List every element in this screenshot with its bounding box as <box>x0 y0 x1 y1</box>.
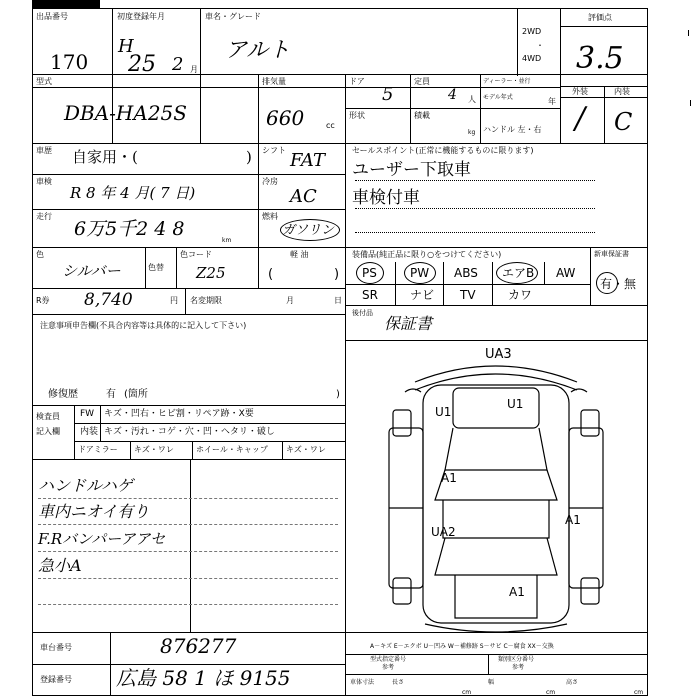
inspector-row3-wheel-val: キズ・ワレ <box>286 445 326 454</box>
capacity-label: 定員 <box>414 77 430 86</box>
edge-mark <box>690 100 691 106</box>
equip-navi[interactable]: ナビ <box>410 288 435 302</box>
load-unit: kg <box>468 129 476 136</box>
frame-label: 車台番号 <box>40 643 72 652</box>
sales-points-label: セールスポイント(正常に機能するものに限ります) <box>352 146 534 155</box>
displacement: 660 <box>266 106 305 130</box>
year-unit: 年 <box>548 97 556 106</box>
usage-close: ) <box>246 148 252 166</box>
interior-grade: C <box>614 108 633 136</box>
height-unit: cm <box>634 689 644 696</box>
mark-a1-left: A1 <box>441 471 457 485</box>
mark-u1-left: U1 <box>435 405 452 419</box>
height-label: 高さ <box>566 679 579 686</box>
equip-aw[interactable]: AW <box>556 266 576 280</box>
car-name-label: 車名・グレード <box>205 12 261 21</box>
light-oil: 軽 油 <box>290 250 309 259</box>
inspector-label-bottom: 記入欄 <box>36 427 60 436</box>
exterior-grade: / <box>575 101 586 136</box>
std-ref-label: 参考 <box>382 664 395 671</box>
length-label: 長さ <box>392 679 405 686</box>
usage-label: 車歴 <box>36 146 52 155</box>
fuel: ガソリン <box>282 223 335 238</box>
first-reg-label: 初度登録年月 <box>117 12 165 21</box>
inspector-row3-mirror: ドアミラー <box>78 445 118 454</box>
model-year-label: モデル年式 <box>483 94 513 101</box>
door-label: ドア <box>349 77 365 86</box>
equip-pw[interactable]: PW <box>410 266 430 280</box>
era: H <box>118 36 134 57</box>
color: シルバー <box>62 262 121 280</box>
sales-point-2: 車検付車 <box>352 188 420 208</box>
inspection-label: 車検 <box>36 177 52 186</box>
width-label: 幅 <box>488 679 495 686</box>
header-black-bar <box>32 0 100 8</box>
mark-a1-right: A1 <box>565 513 581 527</box>
equip-abs[interactable]: ABS <box>454 266 478 280</box>
notes-label: 注意事項申告欄(不具合内容等は具体的に記入して下さい) <box>40 321 247 330</box>
month-label: 月 <box>286 296 294 305</box>
exterior-label: 外装 <box>572 87 588 96</box>
displacement-label: 排気量 <box>262 77 286 86</box>
mileage-unit: km <box>222 237 232 244</box>
mark-a1-rear: A1 <box>509 585 525 599</box>
width-unit: cm <box>546 689 556 696</box>
reg-number: 広島 58 1 ほ 9155 <box>116 666 291 690</box>
interior-label: 内装 <box>614 87 630 96</box>
capacity-unit: 人 <box>468 95 476 104</box>
grade: 3.5 <box>576 41 624 76</box>
dealer-label: ディーラー・並行 <box>483 78 531 85</box>
equip-airbag[interactable]: エアB <box>502 266 535 280</box>
model: DBA-HA25S <box>64 101 187 125</box>
load-label: 積載 <box>414 111 430 120</box>
car-damage-diagram <box>345 340 648 635</box>
day-label: 日 <box>334 296 342 305</box>
grade-label: 評価点 <box>588 13 612 22</box>
month: 2 <box>172 54 184 75</box>
std-price-label: 型式指定番号 <box>370 656 407 663</box>
inspector-row3-wheel: ホイール・キャップ <box>196 445 268 454</box>
lot-number: 170 <box>50 50 89 74</box>
inspector-row1-fw: FW <box>80 409 95 419</box>
car-name: アルト <box>225 38 291 63</box>
note-1: ハンドルハゲ <box>38 476 133 495</box>
frame-number: 876277 <box>160 634 237 658</box>
fuel-circle <box>280 219 340 241</box>
inspector-row1: キズ・凹右・ヒビ割・リペア跡・X要 <box>104 409 254 419</box>
inspector-label-top: 検査員 <box>36 412 60 421</box>
new-car-warranty-label: 新車保証書 <box>594 250 629 258</box>
inspector-row2-label: 内装 <box>80 427 99 437</box>
after-market-label: 後付品 <box>352 309 373 317</box>
repair-history: 修復歴 <box>48 389 78 400</box>
warranty-circle <box>596 272 618 294</box>
reg-label: 登録番号 <box>40 675 72 684</box>
recycle-unit: 円 <box>170 296 178 305</box>
color-code-label: 色コード <box>180 250 212 259</box>
sales-point-1: ユーザー下取車 <box>352 160 471 180</box>
shift-label: シフト <box>262 146 286 155</box>
mark-ua2: UA2 <box>431 525 456 539</box>
equip-ps[interactable]: PS <box>362 266 377 280</box>
ac: AC <box>290 186 317 207</box>
recycle-label: R券 <box>36 296 50 305</box>
month-unit: 月 <box>190 65 198 74</box>
repair-value: 有 <box>106 389 116 400</box>
recycle: 8,740 <box>84 290 133 310</box>
name-change-label: 名変期限 <box>190 296 222 305</box>
edge-mark <box>688 30 689 36</box>
handle-label: ハンドル 左・右 <box>483 125 542 134</box>
class-label: 類別区分番号 <box>498 656 535 663</box>
note-2: 車内ニオイ有り <box>38 502 150 521</box>
equipment-label: 装備品(純正品に限り○をつけてください) <box>352 250 502 259</box>
year: 25 <box>128 52 156 77</box>
drive-2wd: 2WD <box>522 27 542 36</box>
damage-legend: A－キズ E－エクボ U－凹み W－補修跡 S－サビ C－腐食 XX－交換 <box>370 643 554 650</box>
shift: FAT <box>290 150 325 171</box>
length-unit: cm <box>462 689 472 696</box>
color-label: 色 <box>36 250 44 259</box>
size-label: 車体寸法 <box>350 679 375 686</box>
class-ref-label: 参考 <box>512 664 525 671</box>
inspector-row3-mirror-val: キズ・ワレ <box>134 445 174 454</box>
shape-label: 形状 <box>349 111 365 120</box>
lot-label: 出品番号 <box>36 12 68 21</box>
after-market-value: 保証書 <box>384 314 433 333</box>
model-label: 型式 <box>36 77 52 86</box>
inspector-row2: キズ・汚れ・コゲ・穴・凹・ヘタリ・破し <box>104 427 275 437</box>
ac-label: 冷房 <box>262 177 278 186</box>
inspection: R 8 年 4 月( 7 日) <box>70 184 196 202</box>
note-4: 急小A <box>38 556 82 575</box>
warranty-value: 有・無 <box>600 277 637 291</box>
equip-leather[interactable]: カワ <box>508 288 533 302</box>
note-3: F.Rバンパーアアセ <box>38 530 166 548</box>
color-code: Z25 <box>196 264 226 282</box>
equip-tv[interactable]: TV <box>460 288 476 302</box>
mark-ua3: UA3 <box>485 347 512 362</box>
mileage-label: 走行 <box>36 212 52 221</box>
color-change-label: 色替 <box>148 263 164 272</box>
doors: 5 <box>382 84 394 105</box>
fuel-label: 燃料 <box>262 212 278 221</box>
repair-place: (箇所 <box>124 389 148 400</box>
displacement-unit: cc <box>326 121 335 130</box>
usage: 自家用・( <box>72 148 138 166</box>
capacity: 4 <box>448 87 457 103</box>
drive-4wd: 4WD <box>522 54 542 63</box>
mark-u1-right: U1 <box>507 397 524 411</box>
equip-sr[interactable]: SR <box>362 288 378 302</box>
repair-close: ) <box>336 389 340 400</box>
mileage: 6万5千2 4 8 <box>74 218 185 240</box>
